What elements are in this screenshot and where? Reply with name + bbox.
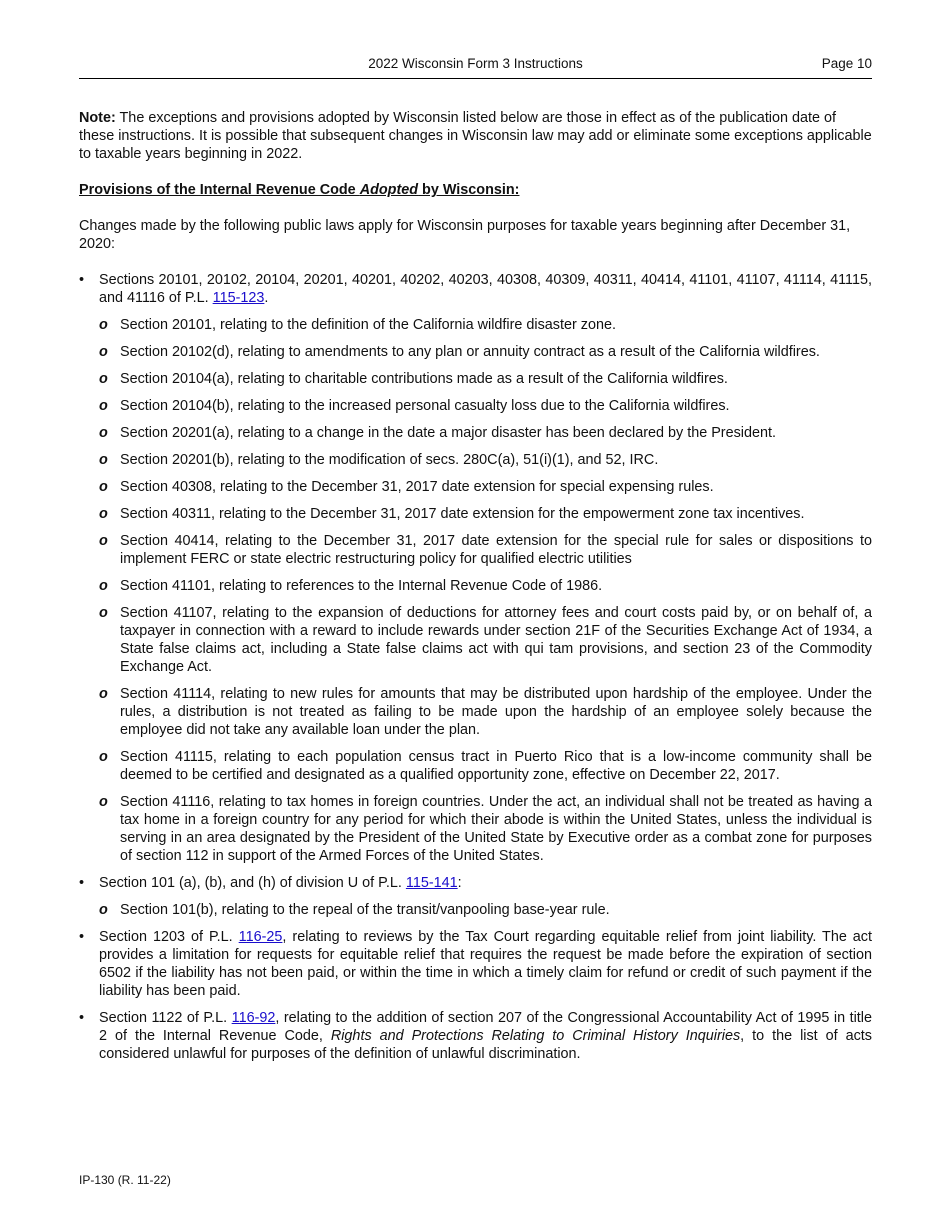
heading-part-2: Adopted <box>359 182 419 198</box>
sub-bullet-icon: o <box>99 686 108 702</box>
sub-list-item <box>99 748 872 784</box>
sub-list-item <box>99 532 872 568</box>
sub-item-text: Section 20104(b), relating to the increased personal casualty loss due to the California wildfires. <box>120 398 730 414</box>
item-text: Section 1203 of P.L. <box>99 929 239 945</box>
item-text-mid: , relating to the addition of section 207 of the Congressional Accountability Act of 1995 in title 2 of the Internal Revenue Code, <box>99 1010 872 1044</box>
page-header <box>79 55 872 79</box>
law-link-115-123[interactable]: 115-123 <box>212 290 265 306</box>
section-heading <box>79 181 872 199</box>
item-text: Section 1122 of P.L. <box>99 1010 232 1026</box>
sub-item-text: Section 20101, relating to the definition of the California wildfire disaster zone. <box>120 317 616 333</box>
bullet-icon: • <box>79 1010 85 1026</box>
heading-part-1: Provisions of the Internal Revenue Code <box>79 182 360 198</box>
sub-item-text: Section 41101, relating to references to the Internal Revenue Code of 1986. <box>120 578 603 594</box>
note-paragraph <box>79 109 872 163</box>
sub-list-item <box>99 478 872 496</box>
sub-bullet-icon: o <box>99 902 108 918</box>
sub-bullet-icon: o <box>99 425 108 441</box>
sub-bullet-icon: o <box>99 398 108 414</box>
page-number: Page 10 <box>821 56 872 71</box>
item-text-end: , relating to reviews by the Tax Court regarding equitable relief from joint liability. The act provides a limitation for requests for equitable relief that requires the request be made before the expiration of section 6502 if the liability has not been paid, or within the time in which a timely claim for refund or credit of such payment if the liability has been paid. <box>99 929 873 999</box>
sub-list-item <box>99 604 872 676</box>
intro-paragraph: Changes made by the following public laws apply for Wisconsin purposes for taxable years beginning after December 31, 2020: <box>79 218 851 252</box>
law-link-115-141[interactable]: 115-141 <box>405 875 458 891</box>
law-link-116-25[interactable]: 116-25 <box>238 929 283 945</box>
sub-bullet-icon: o <box>99 506 108 522</box>
sub-list-item <box>99 577 872 595</box>
item-text-italic: Rights and Protections Relating to Criminal History Inquiries <box>330 1028 741 1044</box>
sub-list-item <box>99 451 872 469</box>
sub-item-text: Section 41114, relating to new rules for amounts that may be distributed upon hardship of the employee. Under the rules, a distribution is not treated as failing to be made upon the hardship of an employee solely because the employee did not take any available loan under the plan. <box>120 686 872 738</box>
page-content <box>79 109 872 1072</box>
sub-item-text: Section 40414, relating to the December 31, 2017 date extension for the special rule for sales or dispositions to implement FERC or state electric restructuring policy for qualified electric utilities <box>120 533 872 567</box>
sub-bullet-icon: o <box>99 794 108 810</box>
sub-list-item <box>99 397 872 415</box>
sub-list-item <box>99 793 872 865</box>
bullet-icon: • <box>79 875 85 891</box>
sub-bullet-icon: o <box>99 452 108 468</box>
sub-list-item <box>99 370 872 388</box>
sub-bullet-icon: o <box>99 749 108 765</box>
item-text-end: . <box>264 290 269 306</box>
sub-item-text: Section 20201(b), relating to the modification of secs. 280C(a), 51(i)(1), and 52, IRC. <box>120 452 659 468</box>
sub-list-item <box>99 343 872 361</box>
sub-list <box>99 901 872 919</box>
item-text: Section 101 (a), (b), and (h) of division U of P.L. <box>99 875 406 891</box>
list-item <box>79 928 872 1000</box>
sub-bullet-icon: o <box>99 533 108 549</box>
sub-item-text: Section 20104(a), relating to charitable contributions made as a result of the California wildfires. <box>120 371 728 387</box>
item-text-end: : <box>457 875 462 891</box>
sub-bullet-icon: o <box>99 317 108 333</box>
sub-list-item <box>99 685 872 739</box>
sub-item-text: Section 41107, relating to the expansion of deductions for attorney fees and court costs paid by, or on behalf of, a taxpayer in connection with a reward to include rewards under section 21F of the Securities Exchange Act of 1934, a State false claims act, including a State false claims act with qui tam provisions, and section 23 of the Commodity Exchange Act. <box>120 605 872 675</box>
sub-list-item <box>99 901 872 919</box>
sub-list-item <box>99 424 872 442</box>
sub-list <box>99 316 872 865</box>
form-code-footer: IP-130 (R. 11-22) <box>79 1173 171 1187</box>
sub-bullet-icon: o <box>99 371 108 387</box>
sub-bullet-icon: o <box>99 479 108 495</box>
note-label: Note: <box>79 110 116 126</box>
sub-item-text: Section 41115, relating to each population census tract in Puerto Rico that is a low-income community shall be deemed to be certified and designated as a qualified opportunity zone, effective on December 22, 2017. <box>120 749 872 783</box>
sub-list-item <box>99 316 872 334</box>
sub-item-text: Section 40308, relating to the December 31, 2017 date extension for special expensing rules. <box>120 479 714 495</box>
sub-bullet-icon: o <box>99 578 108 594</box>
sub-list-item <box>99 505 872 523</box>
sub-item-text: Section 41116, relating to tax homes in foreign countries. Under the act, an individual shall not be treated as having a tax home in a foreign country for any period for which their abode is within the United States, unless the individual is serving in an area designated by the President of the United State by Executive order as a combat zone for purposes of section 112 in support of the Armed Forces of the United States. <box>120 794 872 864</box>
law-link-116-92[interactable]: 116-92 <box>231 1010 276 1026</box>
item-text-end: , to the list of acts considered unlawful for purposes of the definition of unlawful discrimination. <box>99 1028 873 1062</box>
note-text: The exceptions and provisions adopted by Wisconsin listed below are those in effect as of the publication date of these instructions. It is possible that subsequent changes in Wisconsin law may add or eliminate some exceptions applicable to taxable years beginning in 2022. <box>79 110 872 162</box>
sub-bullet-icon: o <box>99 605 108 621</box>
sub-item-text: Section 20201(a), relating to a change in the date a major disaster has been declared by the President. <box>120 425 776 441</box>
sub-item-text: Section 101(b), relating to the repeal of the transit/vanpooling base-year rule. <box>120 902 610 918</box>
document-title: 2022 Wisconsin Form 3 Instructions <box>368 56 583 71</box>
list-item <box>79 271 872 865</box>
bullet-icon: • <box>79 929 85 945</box>
sub-bullet-icon: o <box>99 344 108 360</box>
sub-item-text: Section 20102(d), relating to amendments to any plan or annuity contract as a result of the California wildfires. <box>120 344 820 360</box>
list-item <box>79 1009 872 1063</box>
item-text: Sections 20101, 20102, 20104, 20201, 40201, 40202, 40203, 40308, 40309, 40311, 40414, 41101, 41107, 41114, 41115, and 41116 of P.L. <box>99 272 872 306</box>
list-item <box>79 874 872 919</box>
bullet-icon: • <box>79 272 85 288</box>
heading-part-3: by Wisconsin: <box>418 182 520 198</box>
sub-item-text: Section 40311, relating to the December 31, 2017 date extension for the empowerment zone tax incentives. <box>120 506 805 522</box>
provisions-list <box>79 271 872 1063</box>
